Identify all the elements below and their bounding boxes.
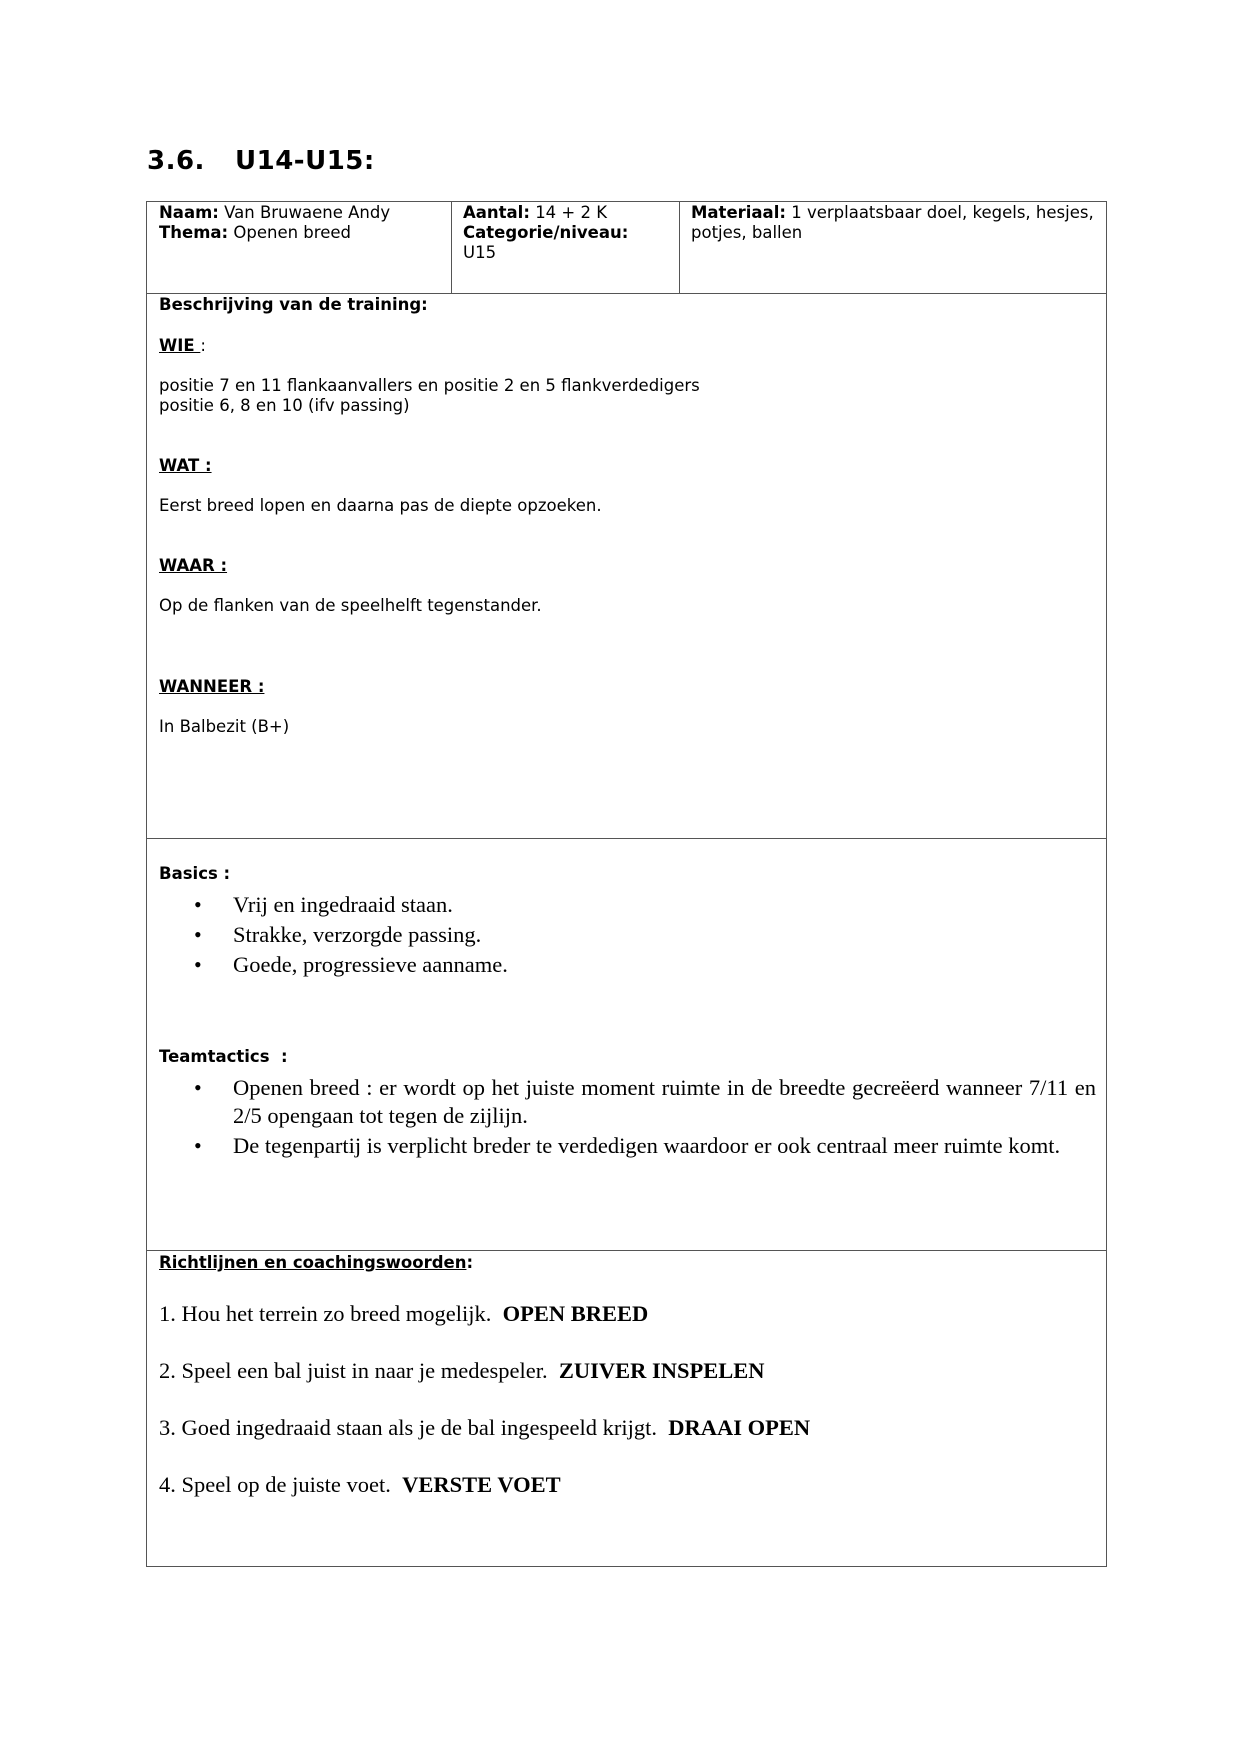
- section-title: [147, 146, 375, 176]
- basics-item-1: Vrij en ingedraaid staan.: [233, 892, 453, 917]
- wie-line-2: positie 6, 8 en 10 (ifv passing): [159, 396, 410, 415]
- materiaal-field: [691, 203, 1094, 223]
- richtlijn-item-2: [159, 1357, 765, 1385]
- bullet-dot: •: [194, 922, 202, 947]
- richtlijn-number: 1.: [159, 1301, 176, 1326]
- richtlijn-text: Hou het terrein zo breed mogelijk.: [181, 1301, 492, 1326]
- beschrijving-heading: Beschrijving van de training:: [159, 295, 428, 314]
- materiaal-value-line1: 1 verplaatsbaar doel, kegels, hesjes,: [791, 203, 1094, 222]
- richtlijn-text: Goed ingedraaid staan als je de bal ingespeeld krijgt.: [181, 1415, 657, 1440]
- richtlijnen-heading-colon: :: [466, 1253, 474, 1272]
- wat-label: WAT :: [159, 456, 212, 475]
- section-number: 3.6.: [147, 146, 205, 176]
- bullet-dot: •: [194, 952, 202, 977]
- materiaal-label: Materiaal:: [691, 203, 786, 222]
- categorie-value: U15: [463, 243, 497, 262]
- naam-field: [159, 203, 390, 223]
- naam-label: Naam:: [159, 203, 219, 222]
- richtlijn-number: 4.: [159, 1472, 176, 1497]
- richtlijn-keyword: ZUIVER INSPELEN: [558, 1358, 765, 1383]
- wanneer-label: WANNEER :: [159, 677, 265, 696]
- richtlijn-number: 2.: [159, 1358, 176, 1383]
- categorie-label: Categorie/niveau:: [463, 223, 629, 242]
- wie-line-1: positie 7 en 11 flankaanvallers en positie 2 en 5 flankverdedigers: [159, 376, 700, 395]
- richtlijn-keyword: VERSTE VOET: [402, 1472, 561, 1497]
- waar-text: Op de flanken van de speelhelft tegenstander.: [159, 596, 542, 615]
- basics-item-2: Strakke, verzorgde passing.: [233, 922, 482, 947]
- teamtactics-item-1: Openen breed : er wordt op het juiste moment ruimte in de breedte gecreëerd wanneer 7/11 en 2/5 opengaan tot tegen de zijlijn.: [233, 1075, 1096, 1128]
- materiaal-value-line2: potjes, ballen: [691, 223, 803, 242]
- thema-label: Thema:: [159, 223, 229, 242]
- wie-colon: :: [200, 336, 206, 355]
- richtlijn-item-4: [159, 1471, 561, 1499]
- basics-heading: Basics :: [159, 864, 231, 883]
- row-divider: [147, 293, 1106, 294]
- thema-field: [159, 223, 351, 243]
- waar-label: WAAR :: [159, 556, 228, 575]
- richtlijn-item-1: [159, 1300, 648, 1328]
- bullet-dot: •: [194, 892, 202, 917]
- wat-text: Eerst breed lopen en daarna pas de diepte opzoeken.: [159, 496, 602, 515]
- aantal-label: Aantal:: [463, 203, 530, 222]
- richtlijn-text: Speel op de juiste voet.: [181, 1472, 391, 1497]
- aantal-value: 14 + 2 K: [535, 203, 608, 222]
- naam-value: Van Bruwaene Andy: [224, 203, 391, 222]
- wanneer-text: In Balbezit (B+): [159, 717, 290, 736]
- column-divider: [679, 202, 680, 294]
- teamtactics-heading: Teamtactics :: [159, 1047, 288, 1066]
- basics-item-3: Goede, progressieve aanname.: [233, 952, 508, 977]
- row-divider: [147, 838, 1106, 839]
- richtlijnen-heading: [159, 1253, 473, 1273]
- thema-value: Openen breed: [233, 223, 351, 242]
- wie-heading: [159, 336, 206, 356]
- bullet-dot: •: [194, 1075, 202, 1100]
- aantal-field: [463, 203, 607, 223]
- bullet-dot: •: [194, 1133, 202, 1158]
- teamtactics-item-2: De tegenpartij is verplicht breder te verdedigen waardoor er ook centraal meer ruimte komt.: [233, 1133, 1061, 1158]
- richtlijn-item-3: [159, 1414, 810, 1442]
- row-divider: [147, 1250, 1106, 1251]
- richtlijn-number: 3.: [159, 1415, 176, 1440]
- richtlijnen-heading-text: Richtlijnen en coachingswoorden: [159, 1253, 467, 1272]
- richtlijn-keyword: DRAAI OPEN: [668, 1415, 811, 1440]
- wie-label: WIE: [159, 336, 201, 355]
- richtlijn-text: Speel een bal juist in naar je medespeler.: [181, 1358, 548, 1383]
- richtlijn-keyword: OPEN BREED: [502, 1301, 649, 1326]
- section-title-text: U14-U15:: [235, 146, 375, 176]
- column-divider: [451, 202, 452, 294]
